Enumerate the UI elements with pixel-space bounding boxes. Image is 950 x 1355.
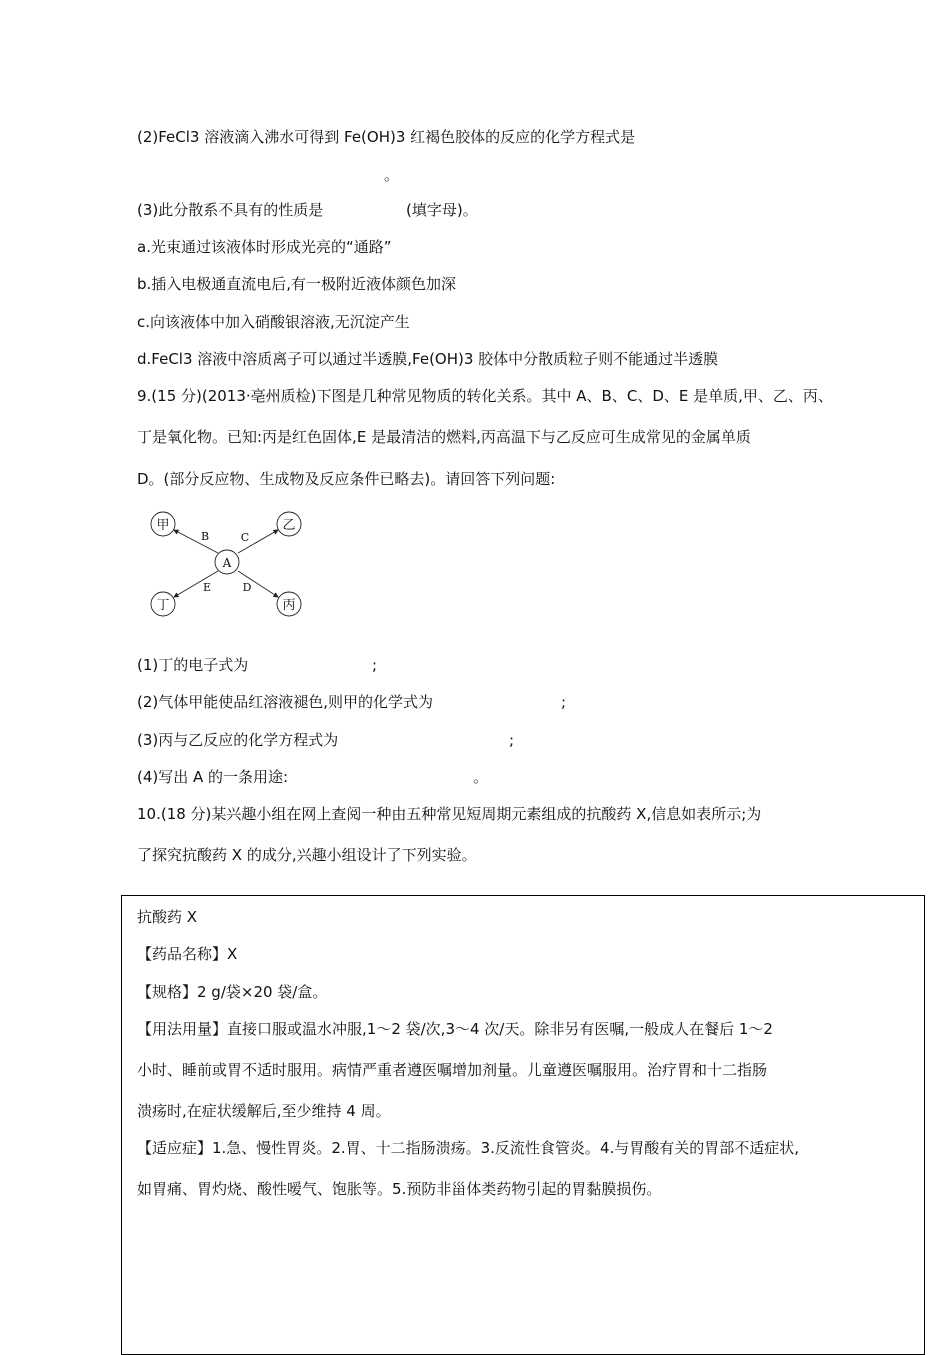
q8-part2: (2)FeCl3 溶液滴入沸水可得到 Fe(OH)3 红褐色胶体的反应的化学方程式是 <box>137 128 636 146</box>
arrow-label-b: B <box>200 530 210 543</box>
node-label-top-right: 乙 <box>282 518 296 533</box>
drug-box-title: 抗酸药 X <box>137 908 198 926</box>
q9-sub1-end: ; <box>372 656 378 674</box>
drug-box-spec: 【规格】2 g/袋×20 袋/盒。 <box>137 983 328 1001</box>
arrow-label-c: C <box>240 531 250 544</box>
q9-line2: 丁是氧化物。已知:丙是红色固体,E 是最清洁的燃料,丙高温下与乙反应可生成常见的金属单质 <box>137 428 751 446</box>
q8-option-a: a.光束通过该液体时形成光亮的“通路” <box>137 238 392 256</box>
q10-line2: 了探究抗酸药 X 的成分,兴趣小组设计了下列实验。 <box>137 846 477 864</box>
node-label-top-left: 甲 <box>156 518 170 533</box>
drug-box-name: 【药品名称】X <box>137 945 238 963</box>
drug-box-indication-1: 【适应症】1.急、慢性胃炎。2.胃、十二指肠溃疡。3.反流性食管炎。4.与胃酸有关的胃部不适症状, <box>137 1139 800 1157</box>
q8-part3: (3)此分散系不具有的性质是 <box>137 201 324 219</box>
node-label-bottom-left: 丁 <box>156 598 170 613</box>
q9-sub4: (4)写出 A 的一条用途: <box>137 768 289 786</box>
q8-part3-hint: (填字母)。 <box>406 201 478 219</box>
q9-sub2: (2)气体甲能使品红溶液褪色,则甲的化学式为 <box>137 693 434 711</box>
q9-sub2-end: ; <box>561 693 567 711</box>
drug-box-usage-3: 溃疡时,在症状缓解后,至少维持 4 周。 <box>137 1102 391 1120</box>
node-label-bottom-right: 丙 <box>282 598 296 613</box>
q8-option-b: b.插入电极通直流电后,有一极附近液体颜色加深 <box>137 275 457 293</box>
arrow-to-top-left <box>174 530 218 553</box>
q9-sub3: (3)丙与乙反应的化学方程式为 <box>137 731 339 749</box>
arrow-label-e: E <box>202 581 212 594</box>
arrow-label-d: D <box>242 581 252 594</box>
q9-sub3-end: ; <box>509 731 515 749</box>
drug-info-box <box>121 895 925 1355</box>
q9-sub1: (1)丁的电子式为 <box>137 656 249 674</box>
q9-sub4-end: 。 <box>473 768 489 786</box>
drug-box-usage-2: 小时、睡前或胃不适时服用。病情严重者遵医嘱增加剂量。儿童遵医嘱服用。治疗胃和十二指肠 <box>137 1061 768 1079</box>
q10-line1: 10.(18 分)某兴趣小组在网上查阅一种由五种常见短周期元素组成的抗酸药 X,信息如表所示;为 <box>137 805 762 823</box>
q9-line1: 9.(15 分)(2013·亳州质检)下图是几种常见物质的转化关系。其中 A、B、C、D、E 是单质,甲、乙、丙、 <box>137 387 833 405</box>
q8-option-d: d.FeCl3 溶液中溶质离子可以通过半透膜,Fe(OH)3 胶体中分散质粒子则不能通过半透膜 <box>137 350 719 368</box>
drug-box-indication-2: 如胃痛、胃灼烧、酸性嗳气、饱胀等。5.预防非甾体类药物引起的胃黏膜损伤。 <box>137 1180 662 1198</box>
drug-box-usage-1: 【用法用量】直接口服或温水冲服,1～2 袋/次,3～4 次/天。除非另有医嘱,一般成人在餐后 1～2 <box>137 1020 773 1038</box>
q9-line3: D。(部分反应物、生成物及反应条件已略去)。请回答下列问题: <box>137 470 556 488</box>
arrow-to-bottom-left <box>174 571 218 597</box>
node-label-center: A <box>222 556 232 570</box>
q8-option-c: c.向该液体中加入硝酸银溶液,无沉淀产生 <box>137 313 410 331</box>
conversion-diagram <box>140 505 315 623</box>
q8-part2-end: 。 <box>384 166 400 184</box>
